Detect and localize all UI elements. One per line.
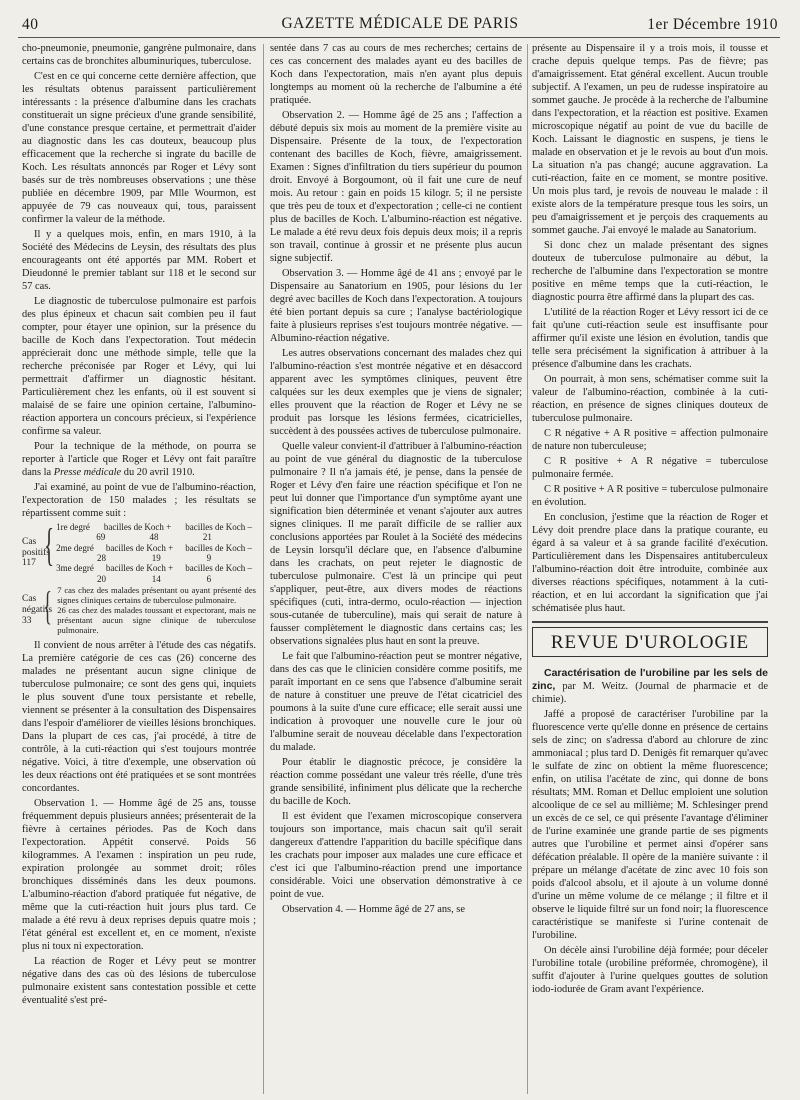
column-3 <box>532 42 768 1097</box>
journal-reference: Presse médicale <box>53 467 122 478</box>
column-1 <box>22 42 256 1097</box>
article-heading <box>532 667 768 706</box>
paragraph: cho-pneumonie, pneumonie, gangrène pulmonaire, dans certains cas de bronchites albuminuriques, tuberculose. <box>22 43 256 67</box>
column-divider-2 <box>527 44 528 1094</box>
section-divider <box>532 621 768 657</box>
paragraph: Jaffé a proposé de caractériser l'urobiline par la fluorescence verte qu'elle donne en présence de certains sels de zinc; on s'adressa d'abord au chlorure de zinc ammoniacal ; plus tard D. Denigès fit remarquer qu'avec le sulfate de zinc on obtient la même fluorescence; enfin, on utilisa l'acétate de zinc, qui donne de bons résultats; MM. Roman et Delluc emploient une solution alcoolique de ce sel au millième; M. Schlesinger prend un excès de ce sel, ce qui présente l'avantage d'éliminer de l'urine examinée une grande partie de ses pigments autres que l'urobiline et permet ainsi d'opérer sans défécation préalable. Il opère de la manière suivante : il prépare un mélange d'acétate de zinc avec 10 fois son poids d'alcool absolu, et il ajoute à un volume donné d'urine un même volume de ce mélange ; il filtre et il observe le liquide filtré sur un fond noir; la fluorescence caractéristique se manifeste si l'urine contenait de l'urobiline. <box>532 709 768 941</box>
positive-cases-label: Cas positifs 117 <box>22 536 50 569</box>
brace-icon: { <box>43 583 52 629</box>
header-rule <box>18 37 780 38</box>
formula: C R positive + A R négative = tuberculose pulmonaire fermée. <box>532 456 768 480</box>
article-title: Caractérisation de l'urobiline par les sels de zinc, <box>532 666 768 692</box>
paragraph: Le fait que l'albumino-réaction peut se montrer négative, dans des cas que le clinicien considère comme positifs, me paraît important en ce sens que l'absence d'albumine serait de nature à constituer une preuve de l'état cicatriciel des poumons à la suite d'une cure efficace; elle serait aussi une indication à provoquer une nouvelle cure le jour où l'albumine serait de nouveau décelable dans l'expectoration du malade. <box>270 651 522 753</box>
page-header <box>22 14 778 38</box>
table-row: 3me degré bacilles de Koch + bacilles de Koch – 20 14 6 <box>56 563 252 584</box>
negative-cases-group <box>22 583 256 635</box>
paragraph: Quelle valeur convient-il d'attribuer à l'albumino-réaction au point de vue général du diagnostic de la tuberculose pulmonaire ? Il n'a jamais été, je pense, dans la pensée de Roger et Lévy d'en faire une réaction spécifique et l'on ne peut lui donner que l'importance d'un symptôme ayant une signification bien déterminée et venant s'ajouter aux autres signes cliniques. Il me paraît difficile de se rallier aux conclusions apportées par Roulet à la Société des médecins de Leysin lorsqu'il déclare que, en l'absence d'albumine dans les crachats, on peut rejeter le diagnostic de tuberculose pulmonaire. C'est là un principe qui peut s'appliquer, peut-être, aux divers modes de réactions spécifiques (cuti, intra-dermo, oculo-réaction — injection sous-cutanée de tuberculine), mais qui serait de nature à fausser complètement le diagnostic dans certains cas; les observations signalées plus haut en sont la preuve. <box>270 441 522 647</box>
table-row: 2me degré bacilles de Koch + bacilles de Koch – 28 19 9 <box>56 542 252 564</box>
paragraph: C'est en ce qui concerne cette dernière affection, que les résultats obtenus paraissent particulièrement intéressants : la présence d'albumine dans les crachats constituerait un signe précieux d'une grande sensibilité, d'une constance presque certaine, et permettrait d'aider au diagnostic dans les cas douteux, beaucoup plus efficacement que la recherche si ingrate du bacille de Koch. Les résultats annoncés par Roger et Lévy sont basés sur de très nombreuses observations ; une thèse publiée en décembre 1909, par Mlle Wourmon, est appuyée de 79 cas nouveaux qui, tous, paraissent confirmer la valeur de la méthode. <box>22 71 256 225</box>
paragraph: Les autres observations concernant des malades chez qui l'albumino-réaction s'est montrée négative et en désaccord apparent avec les symptômes cliniques, peuvent être calquées sur les deux exemples que je viens de signaler; elles prouvent que la réaction de Roger et Lévy ne se produit pas lorsque les lésions fermées, cicatricielles, succèdent à des poussées actives de tuberculose pulmonaire. <box>270 348 522 437</box>
paragraph: Observation 4. — Homme âgé de 27 ans, se <box>282 904 465 915</box>
paragraph: Il y a quelques mois, enfin, en mars 1910, à la Société des Médecins de Leysin, des résultats des plus encourageants ont été apportés par MM. Robert et Dieudonné le premier tablant sur 118 et le second sur 57 cas. <box>22 229 256 292</box>
formula: C R négative + A R positive = affection pulmonaire de nature non tuberculeuse; <box>532 428 768 452</box>
issue-date: 1er Décembre 1910 <box>647 16 778 33</box>
paragraph: On décèle ainsi l'urobiline déjà formée; pour déceler l'urobiline totale (urobiline préformée, chromogène), il suffit d'ajouter à l'urine quelques gouttes de solution iodo-iodurée de Gram avant l'expérience. <box>532 945 768 995</box>
table-row: 7 cas chez des malades présentant ou ayant présenté des signes cliniques certains de tuberculose pulmonaire. <box>57 585 256 605</box>
paragraph: Il convient de nous arrêter à l'étude des cas négatifs. La première catégorie de ces cas (26) concerne des malades ne présentant aucun signe clinique de tuberculose pulmonaire; ce sont des gens qui, inquiets le plus souvent d'une toux persistante et rebelle, viennent se présenter à la consultation des Dispensaires dans l'espoir d'améliorer de vieilles lésions bronchiques. Dans la plupart de ces cas, j'ai procédé, à titre de contrôle, à la cuti-réaction qui s'est toujours montrée négative. Voici, à titre d'exemple, une observation où les deux réactions ont été pratiquées et se sont montrées concordantes. <box>22 640 256 795</box>
formula: C R positive + A R positive = tuberculose pulmonaire en évolution. <box>532 484 768 508</box>
table-row: 26 cas chez des malades toussant et expectorant, mais ne présentant aucun signe clinique de tuberculose pulmonaire. <box>57 604 256 635</box>
paragraph: Observation 2. — Homme âgé de 25 ans ; l'affection a débuté depuis six mois au moment de la première visite au Dispensaire. Présente de la toux, de l'expectoration contenant des bacilles de Koch, fièvre, amaigrissement. Examen : Signes d'infiltration du tiers supérieur du poumon droit. Envoyé à Borgoumont, où il fait une cure de neuf mois. Au retour : gain en poids 15 kilogr. 5; il ne persiste que très peu de toux et d'expectoration ; celle-ci ne contient plus de bacilles de Koch. L'albumino-réaction est négative. Le malade a été revu deux fois depuis deux mois; il a repris son travail, continue à grossir et ne présente plus aucun signe subjectif. <box>270 110 522 264</box>
paragraph: Pour établir le diagnostic précoce, je considère la réaction comme possédant une valeur très réelle, d'une très grande sensibilité, infiniment plus délicate que la recherche du bacille de Koch. <box>270 757 522 807</box>
paragraph: La réaction de Roger et Lévy peut se montrer négative dans des cas où des lésions de tuberculose pulmonaire existent sans contestation possible et cette éventualité s'est pré- <box>22 956 256 1007</box>
paragraph: sentée dans 7 cas au cours de mes recherches; certains de ces cas concernent des malades ayant eu des bacilles de Koch dans l'expectoration, mais n'en ayant plus depuis longtemps au moment où la recherche de l'albumine a été pratiquée. <box>270 43 522 106</box>
paragraph: Observation 3. — Homme âgé de 41 ans ; envoyé par le Dispensaire au Sanatorium en 1905, pour lésions du 1er degré avec bacilles de Koch dans l'expectoration. A toujours été bien portant depuis sa cure ; l'analyse bactériologique faite à plusieurs reprises s'est toujours montrée négative. — Albumino-réaction négative. <box>270 268 522 344</box>
article-byline: par M. Weitz. (Journal de pharmacie et de chimie). <box>532 680 768 705</box>
results-table <box>22 519 256 635</box>
page-number: 40 <box>22 16 39 33</box>
section-title: REVUE D'UROLOGIE <box>532 627 768 657</box>
column-2 <box>270 42 522 1097</box>
paragraph: Il est évident que l'examen microscopique conservera toujours son importance, mais chacun sait qu'il serait dangereux d'attendre l'apparition du bacille spécifique dans les crachats pour imposer aux malades une cure efficace et c'est ici que l'albumino-réaction prend une importance considérable. Voici une observation démonstrative à ce point de vue. <box>270 811 522 900</box>
paragraph: présente au Dispensaire il y a trois mois, il tousse et crache depuis quelque temps. Pas de fièvre; pas d'amaigrissement. Etat général excellent. Aucun trouble subjectif. A l'examen, un peu de rudesse inspiratoire au sommet gauche. Je procède à la recherche de l'albumine dans l'expectoration, et la réaction est positive. Examen microscopique négatif au point de vue du bacille de Koch. Laissant le diagnostic en suspens, je tiens le malade en observation et je le revois au bout d'un mois. La situation n'a pas changé; aucune aggravation. La cuti-réaction, faite en ce moment, se montre positive. Un mois plus tard, je revois de nouveau le malade : il existe alors de la température presque tous les soirs, un peu d'amaigrissement et je perçois des craquements au sommet gauche. J'ai envoyé le malade au Sanatorium. <box>532 43 768 236</box>
paragraph: J'ai examiné, au point de vue de l'albumino-réaction, l'expectoration de 150 malades ; les résultats se répartissent comme suit : <box>22 482 256 519</box>
column-divider-1 <box>263 44 264 1094</box>
journal-title: GAZETTE MÉDICALE DE PARIS <box>281 15 519 32</box>
paragraph: L'utilité de la réaction Roger et Lévy ressort ici de ce fait qu'une cuti-réaction seule est insuffisante pour affirmer qu'il existe une lésion en évolution, tandis que telle sera précisément la signification à attribuer à la présence d'albumine dans les crachats. <box>532 307 768 370</box>
table-row: 1re degré bacilles de Koch + bacilles de Koch – 69 48 21 <box>56 522 252 543</box>
paragraph: En conclusion, j'estime que la réaction de Roger et Lévy doit prendre place dans la pratique courante, eu égard à sa valeur et à sa grande facilité d'exécution. Particulièrement dans les Dispensaires antituberculeux l'albumino-réaction doit être introduite, combinée aux diverses réactions spécifiques, notamment à la cuti-réaction, et en lui accordant la signification que j'ai schématisée plus haut. <box>532 512 768 614</box>
negative-cases-label: Cas négatifs 33 <box>22 594 53 627</box>
paragraph: On pourrait, à mon sens, schématiser comme suit la valeur de l'albumino-réaction, combinée à la cuti-réaction, en présence de signes cliniques douteux de tuberculose pulmonaire. <box>532 374 768 424</box>
paragraph: Pour la technique de la méthode, on pourra se reporter à l'article que Roger et Lévy ont fait paraître dans la Presse médicale du 20 avril 1910. <box>22 441 256 478</box>
paragraph: Si donc chez un malade présentant des signes douteux de tuberculose pulmonaire au début, la recherche de l'albumine dans l'expectoration se montre positive en même temps que la cuti-réaction, le diagnostic pourra être affirmé dans la plupart des cas. <box>532 240 768 303</box>
paragraph: Le diagnostic de tuberculose pulmonaire est parfois des plus épineux et chacun sait combien peu il faut compter, pour étayer une opinion, sur la présence du bacille de Koch dans l'expectoration. Tout médecin apprécierait donc une méthode simple, telle que la recherche préconisée par Roger et Lévy, qui lui permettrait d'affirmer un diagnostic hésitant. Particulièrement chez les enfants, où il est souvent si malaisé de se faire une opinion certaine, l'albumino-réaction apportera un concours précieux, si l'expérience confirme sa valeur. <box>22 296 256 437</box>
brace-icon: { <box>44 519 55 570</box>
positive-cases-group <box>22 519 256 584</box>
paragraph: Observation 1. — Homme âgé de 25 ans, tousse fréquemment depuis plusieurs années; présenterait de la fièvre à certaines périodes. Pas de Koch dans l'expectoration. Appétit conservé. Poids 56 kilogrammes. A l'examen : inspiration un peu rude, expiration prolongée au sommet droit; rôles bronchiques disséminés dans les deux poumons. L'albumino-réaction d'abord pratiquée fut négative, de même que la cuti-réaction huit jours plus tard. Ce malade a été revu à deux reprises depuis quatre mois ; l'état général est excellent et, en ce moment, n'existe plus ni toux ni expectoration. <box>22 798 256 953</box>
